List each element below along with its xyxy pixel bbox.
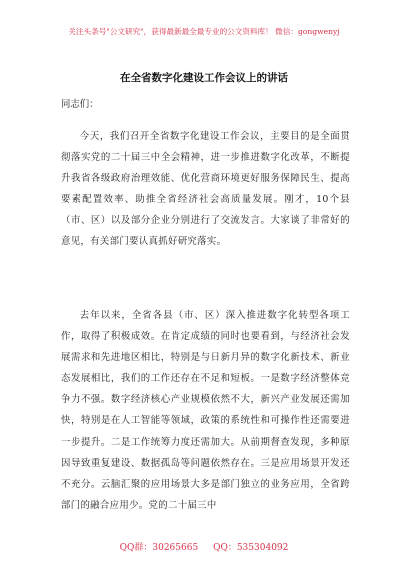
salutation: 同志们： bbox=[61, 99, 99, 110]
paragraph-1: 今天，我们召开全省数字化建设工作会议，主要目的是全面贯彻落实党的二十届三中全会精神，进一步推进数字化改革，不断提升我省各级政府治理效能、优化营商环境更好服务保障民生、提高要素配置效率、助推全省经济社会高质量发展。刚才，10个县（市、区）以及部分企业分别进行了交流发言。大家谈了非常好的意见，有关部门要认真抓好研究落实。 bbox=[61, 131, 350, 248]
footer-qq-group: QQ群：30265665 bbox=[119, 543, 199, 553]
header-banner: 关注头条号"公文研究"，获得最新最全最专业的公文资料库！ 微信：gongwenyj bbox=[68, 27, 340, 36]
footer-contact bbox=[0, 540, 408, 553]
footer-qq-number: QQ：535304092 bbox=[213, 543, 289, 553]
paragraph-2: 去年以来，全省各县（市、区）深入推进数字化转型各项工作，取得了积极成效。在肯定成绩的同时也要看到，与经济社会发展需求和先进地区相比，特别是与日新月异的数字化新技术、新业态发展相比，我们的工作还存在不足和短板。一是数字经济整体竞争力不强。数字经济核心产业规模依然不大，新兴产业发展还需加快，特别是在人工智能等领域，政策的系统性和可操作性还需要进一步提升。二是工作统筹力度还需加大。从前期督查发现，多种原因导致重复建设、数据孤岛等问题依然存在。三是应用场景开发还不充分。云脑汇聚的应用场景大多是部门独立的业务应用，全省跨部门的融合应用少。党的二十届三中 bbox=[61, 310, 350, 511]
document-title: 在全省数字化建设工作会议上的讲话 bbox=[120, 72, 288, 84]
